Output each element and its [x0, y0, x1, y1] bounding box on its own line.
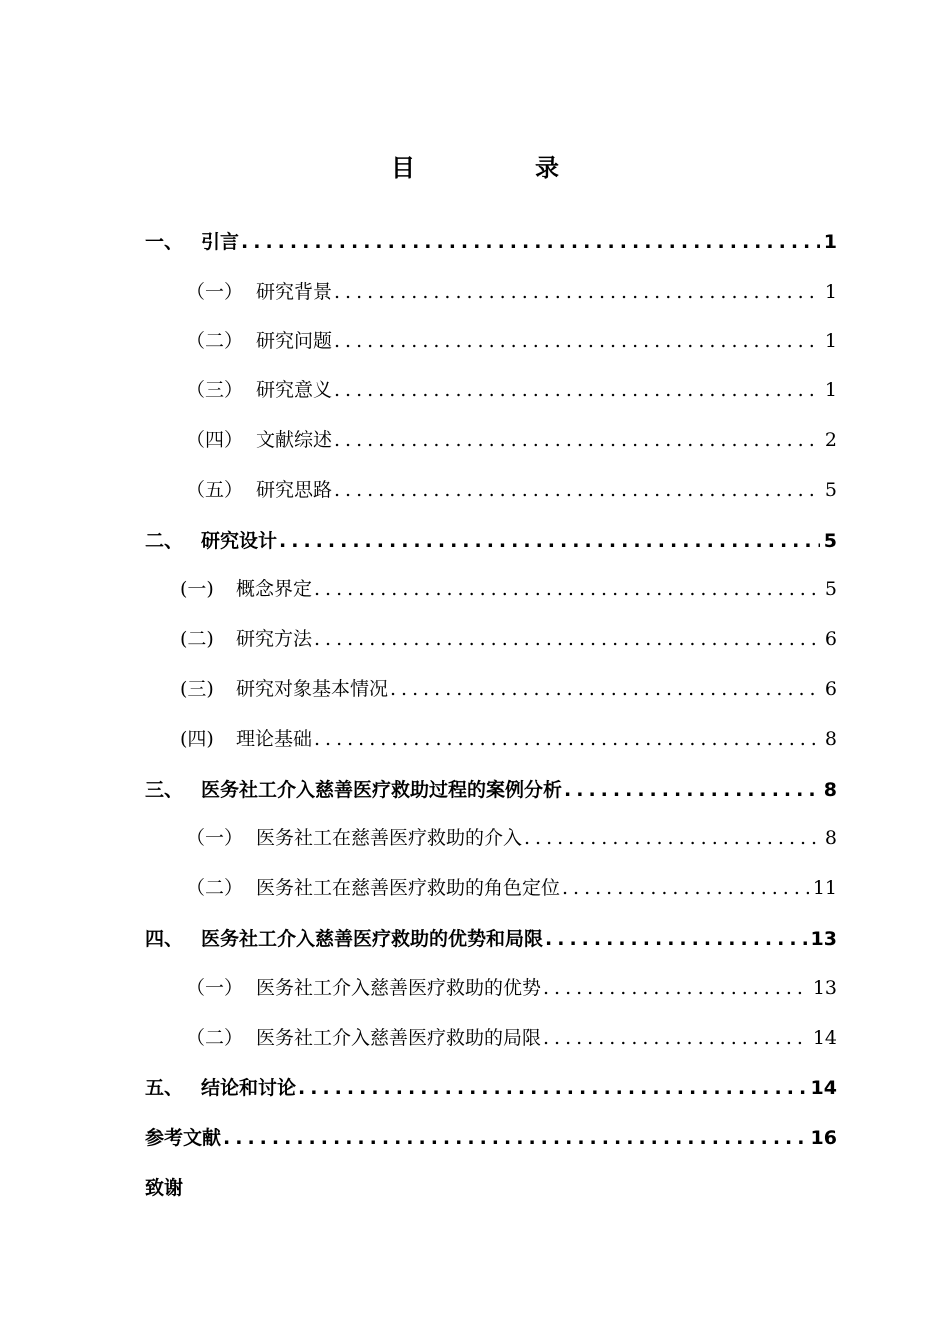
- toc-entry[interactable]: [180, 574, 837, 604]
- toc-entry-page: 5: [824, 479, 837, 501]
- toc-entry[interactable]: [186, 375, 837, 405]
- toc-entry[interactable]: [145, 1123, 837, 1153]
- toc-leader-dots: [314, 574, 821, 604]
- toc-title: 目 录: [391, 154, 607, 182]
- toc-entry-page: 6: [824, 628, 837, 650]
- toc-entry-text: 理论基础: [236, 728, 313, 750]
- toc-leader-dots: [334, 375, 821, 405]
- toc-entry[interactable]: [145, 775, 837, 805]
- toc-entry-page: 8: [824, 827, 837, 849]
- toc-entry[interactable]: [180, 674, 837, 704]
- toc-entry-number: 四、: [145, 928, 184, 950]
- toc-entry-text: 参考文献: [145, 1127, 222, 1149]
- toc-leader-dots: [334, 475, 821, 505]
- toc-leader-dots: [314, 724, 821, 754]
- toc-entry-page: 1: [824, 330, 837, 352]
- toc-entry-number: (四): [180, 728, 214, 750]
- toc-entry-page: 5: [823, 530, 837, 552]
- toc-entry-page: 6: [824, 678, 837, 700]
- toc-entry-text: 医务社工介入慈善医疗救助的优势: [256, 977, 542, 999]
- toc-entry-number: 五、: [145, 1077, 184, 1099]
- toc-entry-page: 13: [810, 928, 837, 950]
- toc-entry-page: 8: [824, 728, 837, 750]
- toc-entry-page: 14: [810, 1077, 837, 1099]
- toc-entry-number: (一): [180, 578, 214, 600]
- toc-entry-page: 8: [823, 779, 837, 801]
- toc-entry-text: 医务社工介入慈善医疗救助的局限: [256, 1027, 542, 1049]
- toc-entry-text: 研究背景: [256, 281, 333, 303]
- toc-entry[interactable]: [186, 326, 837, 356]
- toc-entry[interactable]: [186, 873, 837, 903]
- toc-entry-number: （一）: [186, 281, 244, 303]
- toc-entry-text: 研究对象基本情况: [236, 678, 389, 700]
- toc-entry[interactable]: [180, 724, 837, 754]
- toc-leader-dots: [545, 924, 807, 954]
- toc-entry-page: 2: [824, 429, 837, 451]
- toc-leader-dots: [223, 1123, 807, 1153]
- toc-entry-text: 医务社工介入慈善医疗救助的优势和局限: [201, 928, 544, 950]
- toc-entry-text: 文献综述: [256, 429, 333, 451]
- toc-entry-number: （一）: [186, 827, 244, 849]
- toc-entry-number: （四）: [186, 429, 244, 451]
- toc-leader-dots: [334, 326, 821, 356]
- toc-entry-text: 研究设计: [201, 530, 278, 552]
- toc-entry[interactable]: [186, 973, 837, 1003]
- toc-leader-dots: [543, 973, 809, 1003]
- toc-leader-dots: [241, 227, 820, 257]
- toc-entry-number: （五）: [186, 479, 244, 501]
- toc-entry-number: （二）: [186, 1027, 244, 1049]
- toc-entry-text: 医务社工介入慈善医疗救助过程的案例分析: [201, 779, 563, 801]
- toc-entry-page: 14: [812, 1027, 837, 1049]
- toc-entry-text: 研究意义: [256, 379, 333, 401]
- toc-leader-dots: [334, 425, 821, 455]
- toc-entry-text: 研究问题: [256, 330, 333, 352]
- toc-leader-dots: [334, 277, 821, 307]
- toc-leader-dots: [279, 526, 820, 556]
- toc-entry-page: 16: [810, 1127, 837, 1149]
- toc-entry[interactable]: [145, 1173, 183, 1203]
- toc-entry[interactable]: [145, 1073, 837, 1103]
- toc-leader-dots: [524, 823, 821, 853]
- toc-leader-dots: [562, 873, 809, 903]
- toc-entry[interactable]: [186, 475, 837, 505]
- toc-entry-text: 致谢: [145, 1177, 184, 1199]
- toc-entry-page: 13: [812, 977, 837, 999]
- toc-leader-dots: [298, 1073, 807, 1103]
- toc-entry[interactable]: [186, 1023, 837, 1053]
- toc-entry[interactable]: [145, 227, 837, 257]
- toc-entry[interactable]: [186, 425, 837, 455]
- toc-entry-number: （二）: [186, 330, 244, 352]
- toc-entry-number: 二、: [145, 530, 184, 552]
- toc-entry[interactable]: [186, 823, 837, 853]
- toc-leader-dots: [314, 624, 821, 654]
- toc-entry-text: 结论和讨论: [201, 1077, 297, 1099]
- toc-entry-page: 1: [824, 281, 837, 303]
- toc-entry[interactable]: [186, 277, 837, 307]
- toc-entry-number: (三): [180, 678, 214, 700]
- toc-entry-number: 三、: [145, 779, 184, 801]
- toc-entry-text: 概念界定: [236, 578, 313, 600]
- toc-entry[interactable]: [180, 624, 837, 654]
- toc-entry-number: （三）: [186, 379, 244, 401]
- toc-entry-page: 1: [824, 379, 837, 401]
- toc-entry-number: （二）: [186, 877, 244, 899]
- toc-entry-page: 5: [824, 578, 837, 600]
- toc-entry-number: （一）: [186, 977, 244, 999]
- toc-entry-text: 引言: [201, 231, 240, 253]
- toc-entry-text: 医务社工在慈善医疗救助的角色定位: [256, 877, 561, 899]
- toc-entry[interactable]: [145, 924, 837, 954]
- toc-entry-number: 一、: [145, 231, 184, 253]
- toc-entry-number: (二): [180, 628, 214, 650]
- toc-entry-text: 研究思路: [256, 479, 333, 501]
- toc-entry[interactable]: [145, 526, 837, 556]
- toc-entry-text: 医务社工在慈善医疗救助的介入: [256, 827, 523, 849]
- toc-entry-text: 研究方法: [236, 628, 313, 650]
- toc-leader-dots: [564, 775, 820, 805]
- toc-entry-page: 11: [812, 877, 837, 899]
- toc-leader-dots: [390, 674, 821, 704]
- toc-entry-page: 1: [823, 231, 837, 253]
- toc-leader-dots: [543, 1023, 809, 1053]
